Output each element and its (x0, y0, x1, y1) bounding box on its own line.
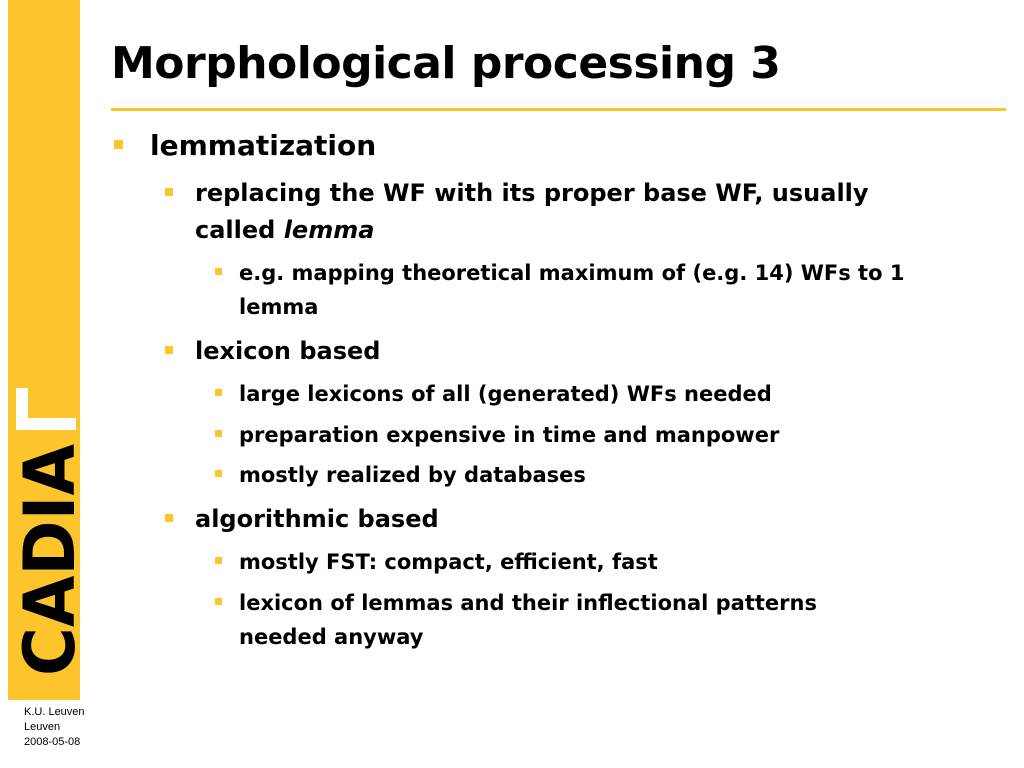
bullet-lexicon-lemmas-line1: lexicon of lemmas and their inflectional patterns (239, 591, 817, 615)
footer-city: Leuven (24, 721, 61, 733)
bullet-algorithmic-based: algorithmic based (195, 505, 439, 533)
bullet-replacing-line1: replacing the WF with its proper base WF, usually (195, 179, 869, 207)
bullet-mostly-databases: mostly realized by databases (239, 463, 586, 487)
bullet-lexicon-based: lexicon based (195, 337, 381, 365)
footer-institution: K.U. Leuven (24, 706, 85, 718)
bullet-large-lexicons: large lexicons of all (generated) WFs needed (239, 382, 772, 406)
footer-date: 2008-05-08 (24, 736, 81, 748)
bullet-marker (165, 188, 173, 196)
bullet-marker (165, 514, 173, 522)
replacing-lemma-italic: lemma (283, 216, 375, 244)
bullet-marker (215, 430, 222, 437)
slide-title: Morphological processing 3 (111, 38, 781, 89)
bullet-marker (215, 557, 222, 564)
bullet-marker (215, 470, 222, 477)
bullet-marker (165, 346, 173, 354)
bullet-marker (114, 140, 123, 149)
logo-text: CADIA (9, 432, 91, 676)
bullet-preparation: preparation expensive in time and manpower (239, 423, 780, 447)
replacing-prefix: called (195, 216, 284, 244)
bullet-eg-line2: lemma (239, 295, 319, 319)
bullet-lemmatization: lemmatization (150, 129, 377, 162)
bullet-mostly-fst: mostly FST: compact, efficient, fast (239, 550, 658, 574)
bullet-lexicon-lemmas-line2: needed anyway (239, 625, 424, 649)
bullet-marker (215, 389, 222, 396)
bullet-replacing-line2 (195, 212, 374, 249)
bullet-marker (215, 268, 222, 275)
bullet-marker (215, 598, 222, 605)
bullet-eg-line1: e.g. mapping theoretical maximum of (e.g. 14) WFs to 1 (239, 261, 905, 285)
